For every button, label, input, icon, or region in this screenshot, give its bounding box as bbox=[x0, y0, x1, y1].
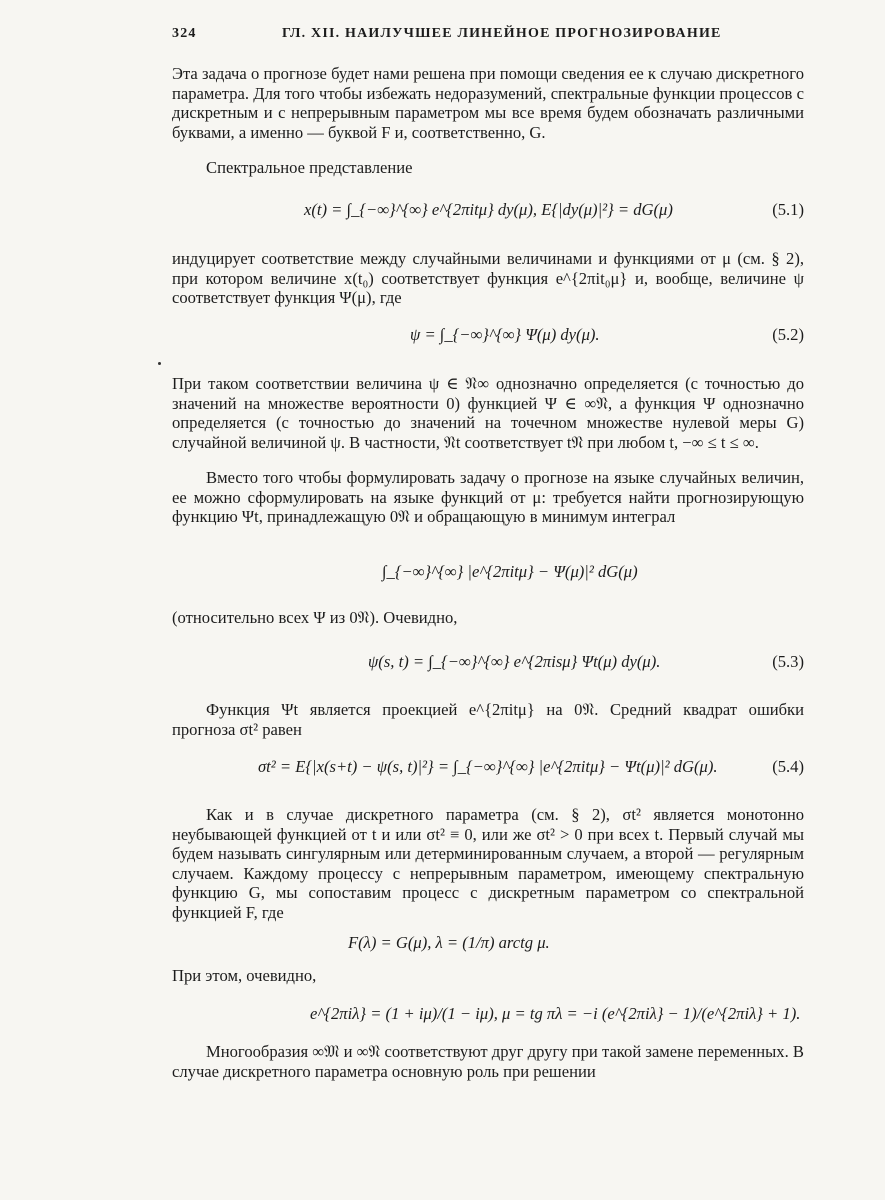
paragraph-10: Многообразия ∞𝔐 и ∞𝔑 соответствуют друг другу при такой замене переменных. В случае дискретного параметра основную роль при решении bbox=[172, 1042, 804, 1081]
paragraph-6: (относительно всех Ψ из 0𝔑). Очевидно, bbox=[172, 608, 458, 627]
equation-5-1-formula: x(t) = ∫_{−∞}^{∞} e^{2πitμ} dy(μ), E{|dy(μ)|²} = dG(μ) bbox=[304, 200, 673, 219]
equation-relations bbox=[172, 1004, 804, 1034]
equation-5-4 bbox=[172, 757, 804, 797]
equation-minimized-integral bbox=[172, 562, 804, 602]
equation-5-4-number: (5.4) bbox=[772, 757, 804, 776]
equation-substitution bbox=[172, 933, 804, 963]
paragraph-4: При таком соответствии величина ψ ∈ 𝔑∞ однозначно определяется (с точностью до значений на множестве вероятности 0) функцией Ψ ∈ ∞𝔑, а функция Ψ однозначно определяется (с точностью до значений на точечном множестве нулевой меры G) случайной величиной ψ. В частности, 𝔑t соответствует t𝔑 при любом t, −∞ ≤ t ≤ ∞. bbox=[172, 374, 804, 452]
equation-5-3 bbox=[172, 652, 804, 692]
paragraph-8: Как и в случае дискретного параметра (см. § 2), σt² является монотонно неубывающей функцией от t и или σt² ≡ 0, или же σt² > 0 при всех t. Первый случай мы будем называть сингулярным или детерминированным случаем, а второй — регулярным случаем. Каждому процессу с непрерывным параметром, имеющему спектральную функцию G, мы сопоставим процесс с дискретным параметром со спектральной функцией F, где bbox=[172, 805, 804, 922]
running-title: ГЛ. XII. НАИЛУЧШЕЕ ЛИНЕЙНОЕ ПРОГНОЗИРОВАНИЕ bbox=[282, 26, 722, 41]
running-header bbox=[172, 26, 802, 46]
equation-relations-formula: e^{2πiλ} = (1 + iμ)/(1 − iμ), μ = tg πλ = −i (e^{2πiλ} − 1)/(e^{2πiλ} + 1). bbox=[310, 1004, 801, 1023]
equation-5-3-number: (5.3) bbox=[772, 652, 804, 671]
paragraph-9: При этом, очевидно, bbox=[172, 966, 317, 985]
equation-5-2-number: (5.2) bbox=[772, 325, 804, 344]
equation-5-2-formula: ψ = ∫_{−∞}^{∞} Ψ(μ) dy(μ). bbox=[410, 325, 600, 344]
equation-5-1 bbox=[172, 200, 804, 240]
paragraph-7: Функция Ψt является проекцией e^{2πitμ} на 0𝔑. Средний квадрат ошибки прогноза σt² равен bbox=[172, 700, 804, 739]
page-number: 324 bbox=[172, 26, 197, 41]
equation-substitution-formula: F(λ) = G(μ), λ = (1/π) arctg μ. bbox=[348, 933, 550, 952]
equation-5-1-number: (5.1) bbox=[772, 200, 804, 219]
margin-dot bbox=[158, 362, 161, 365]
equation-5-4-formula: σt² = E{|x(s+t) − ψ(s, t)|²} = ∫_{−∞}^{∞} |e^{2πitμ} − Ψt(μ)|² dG(μ). bbox=[258, 757, 718, 776]
equation-integral-formula: ∫_{−∞}^{∞} |e^{2πitμ} − Ψ(μ)|² dG(μ) bbox=[382, 562, 638, 581]
equation-5-3-formula: ψ(s, t) = ∫_{−∞}^{∞} e^{2πisμ} Ψt(μ) dy(μ). bbox=[368, 652, 661, 671]
paragraph-5: Вместо того чтобы формулировать задачу о прогнозе на языке случайных величин, ее можно сформулировать на языке функций от μ: требуется найти прогнозирующую функцию Ψt, принадлежащую 0𝔑 и обращающую в минимум интеграл bbox=[172, 468, 804, 526]
paragraph-1: Эта задача о прогнозе будет нами решена при помощи сведения ее к случаю дискретного параметра. Для того чтобы избежать недоразумений, спектральные функции процессов с дискретным и с непрерывным параметром мы все время будем обозначать различными буквами, а именно — буквой F и, соответственно, G. bbox=[172, 64, 804, 142]
paragraph-2: Спектральное представление bbox=[206, 158, 413, 177]
paragraph-3: индуцирует соответствие между случайными величинами и функциями от μ (см. § 2), при котором величине x(t₀) соответствует функция e^{2πit₀μ} и, вообще, величине ψ соответствует функция Ψ(μ), где bbox=[172, 249, 804, 307]
equation-5-2 bbox=[172, 325, 804, 365]
